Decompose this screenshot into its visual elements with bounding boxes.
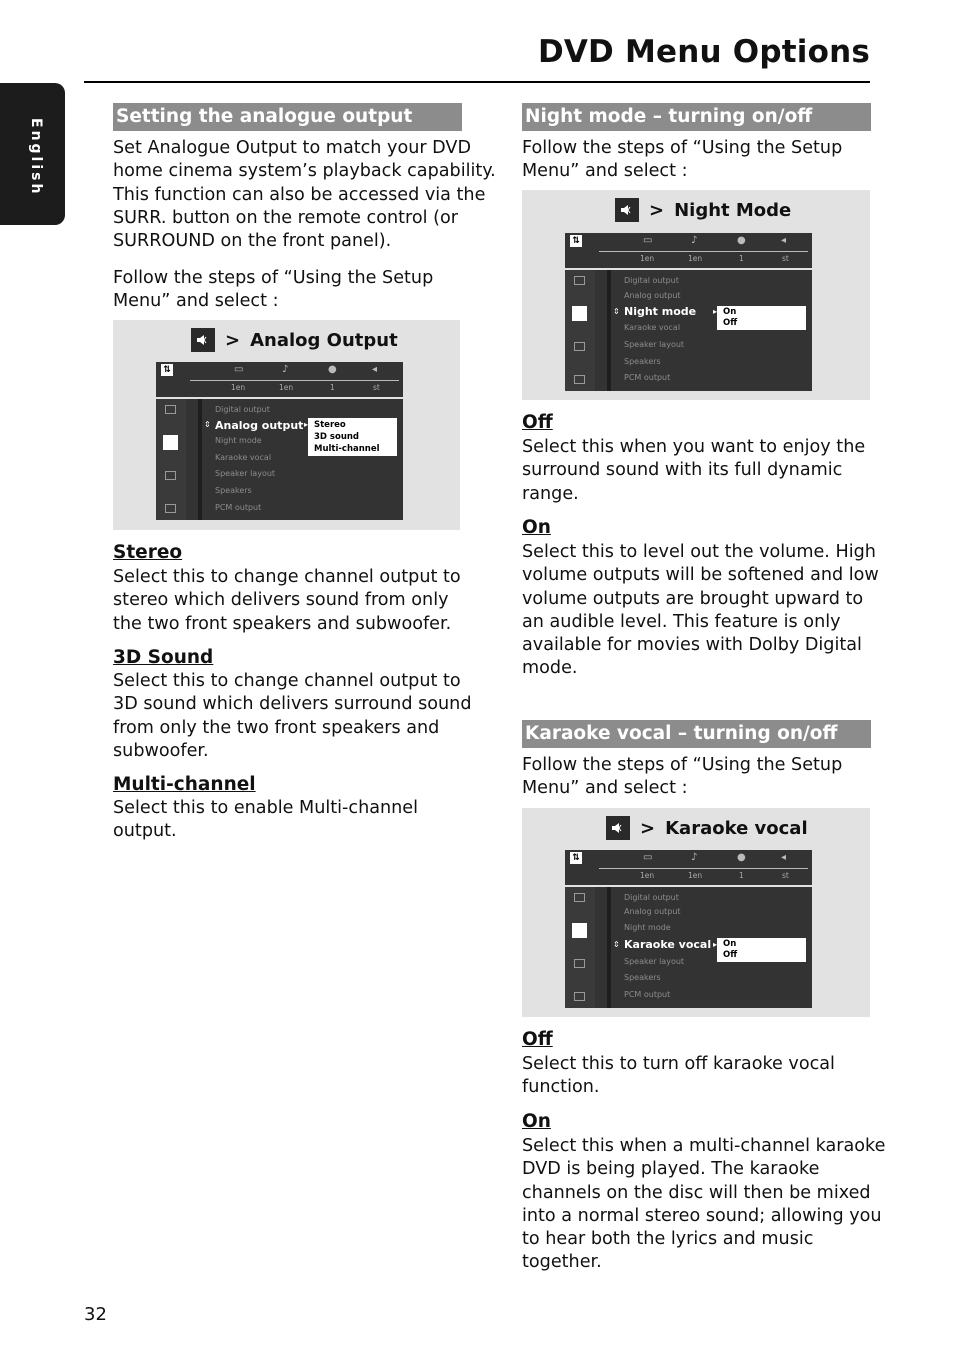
setup-menu-box: Digital output ⇕ Analog output Night mode Karaoke vocal Speaker layout Speakers PCM output ▸ Stereo 3D sound Multi-channel	[156, 399, 403, 520]
setup-menu-box: Digital output Analog output ⇕ Night mode Karaoke vocal Speaker layout Speakers PCM output ▸ On Off	[565, 270, 812, 391]
page-title: DVD Menu Options	[537, 34, 870, 70]
option-title-3d-sound: 3D Sound	[113, 647, 214, 668]
option-title-night-off: Off	[522, 412, 553, 433]
display-category-icon	[165, 405, 176, 414]
video-category-icon	[574, 342, 585, 351]
night-mode-menu-panel	[522, 190, 870, 400]
menu-category-column	[156, 399, 186, 520]
menu-tab-bar: ⇅ ▭ ♪ ● ◂ 1en 1en 1 st	[565, 233, 812, 268]
video-category-icon	[165, 471, 176, 480]
menu-item[interactable]: Speakers	[215, 486, 252, 495]
menu-item-selected[interactable]: Night mode	[624, 305, 697, 318]
analogue-intro-paragraph: Set Analogue Output to match your DVD home cinema system’s playback capability. This function can also be accessed via the SURR. button on the remote control (or SURROUND on the front panel).	[113, 138, 496, 252]
video-category-icon	[574, 959, 585, 968]
menu-category-column	[565, 270, 595, 391]
option-title-night-on: On	[522, 517, 551, 538]
menu-item[interactable]: Analog output	[624, 291, 681, 300]
menu-item-selected[interactable]: Karaoke vocal	[624, 938, 712, 951]
menu-item[interactable]: Speaker layout	[624, 957, 685, 966]
option-title-karaoke-on: On	[522, 1111, 551, 1132]
option-desc-karaoke-on: Select this when a multi-channel karaoke DVD is being played. The karaoke channels on the disc will then be mixed into a normal stereo sound; allowing you to hear both the lyrics and music together.	[522, 1136, 886, 1273]
analog-output-menu-panel	[113, 320, 460, 530]
panel-header: > Analog Output	[191, 328, 398, 352]
submenu-option[interactable]: Off	[723, 318, 738, 328]
option-desc-3d-sound: Select this to change channel output to 3D sound which delivers surround sound from only the two front speakers and subwoofer.	[113, 671, 472, 761]
menu-item[interactable]: Speaker layout	[624, 340, 685, 349]
audio-category-icon	[163, 435, 178, 450]
section-heading-night-mode: Night mode – turning on/off	[522, 103, 871, 131]
preference-category-icon	[574, 992, 585, 1001]
submenu-option[interactable]: Off	[723, 950, 738, 960]
submenu-option[interactable]: Multi-channel	[314, 444, 380, 454]
submenu-options	[717, 306, 806, 330]
submenu-option[interactable]: On	[723, 307, 737, 317]
menu-item[interactable]: Night mode	[624, 923, 671, 932]
menu-item[interactable]: Digital output	[624, 893, 679, 902]
setup-tab-icon: ⇅	[570, 852, 582, 864]
karaoke-follow-paragraph: Follow the steps of “Using the Setup Menu” and select :	[522, 755, 843, 799]
speaker-icon	[615, 198, 639, 222]
title-rule	[84, 81, 870, 83]
panel-header: > Night Mode	[615, 198, 791, 222]
menu-item[interactable]: PCM output	[215, 503, 262, 512]
speaker-tab-icon: ◂	[372, 364, 378, 375]
submenu-options	[717, 938, 806, 962]
audio-tab-icon: ♪	[691, 235, 698, 246]
submenu-options	[308, 418, 397, 456]
karaoke-vocal-menu-panel	[522, 808, 870, 1017]
night-mode-follow-paragraph: Follow the steps of “Using the Setup Menu” and select :	[522, 138, 843, 182]
menu-tab-bar: ⇅ ▭ ♪ ● ◂ 1en 1en 1 st	[156, 362, 403, 397]
menu-category-column	[565, 887, 595, 1008]
language-tab-label: English	[28, 118, 44, 197]
menu-item[interactable]: Speakers	[624, 973, 661, 982]
option-desc-night-on: Select this to level out the volume. High volume outputs will be softened and low volume outputs are brought upward to an audible level. This feature is only available for movies with Dolby Digital mode.	[522, 542, 879, 679]
disc-tab-icon: ●	[328, 364, 337, 375]
page-number: 32	[84, 1304, 107, 1325]
display-category-icon	[574, 893, 585, 902]
menu-item[interactable]: Analog output	[624, 907, 681, 916]
menu-item[interactable]: Night mode	[215, 436, 262, 445]
subtitle-tab-icon: ▭	[234, 364, 244, 375]
disc-tab-icon: ●	[737, 852, 746, 863]
speaker-icon	[606, 816, 630, 840]
setup-tab-icon: ⇅	[570, 235, 582, 247]
option-title-karaoke-off: Off	[522, 1029, 553, 1050]
option-desc-stereo: Select this to change channel output to stereo which delivers sound from only the two front speakers and subwoofer.	[113, 567, 461, 634]
menu-item[interactable]: Karaoke vocal	[215, 453, 272, 462]
setup-tab-icon: ⇅	[161, 364, 173, 376]
submenu-option[interactable]: On	[723, 939, 737, 949]
menu-item[interactable]: Digital output	[624, 276, 679, 285]
setup-menu-box: Digital output Analog output Night mode ⇕ Karaoke vocal Speaker layout Speakers PCM output ▸ On Off	[565, 887, 812, 1008]
speaker-tab-icon: ◂	[781, 852, 787, 863]
speaker-tab-icon: ◂	[781, 235, 787, 246]
audio-category-icon	[572, 923, 587, 938]
section-heading-analogue-output: Setting the analogue output	[113, 103, 462, 131]
submenu-option[interactable]: Stereo	[314, 420, 346, 430]
disc-tab-icon: ●	[737, 235, 746, 246]
audio-category-icon	[572, 306, 587, 321]
subtitle-tab-icon: ▭	[643, 235, 653, 246]
menu-item-selected[interactable]: Analog output	[215, 419, 304, 432]
menu-tab-bar: ⇅ ▭ ♪ ● ◂ 1en 1en 1 st	[565, 850, 812, 885]
menu-item[interactable]: Digital output	[215, 405, 270, 414]
option-desc-night-off: Select this when you want to enjoy the surround sound with its full dynamic range.	[522, 437, 866, 504]
audio-tab-icon: ♪	[691, 852, 698, 863]
panel-header: > Karaoke vocal	[606, 816, 808, 840]
subtitle-tab-icon: ▭	[643, 852, 653, 863]
option-title-multi-channel: Multi-channel	[113, 774, 256, 795]
menu-item[interactable]: Speaker layout	[215, 469, 276, 478]
section-heading-karaoke-vocal: Karaoke vocal – turning on/off	[522, 720, 871, 748]
menu-item[interactable]: Karaoke vocal	[624, 323, 681, 332]
preference-category-icon	[574, 375, 585, 384]
option-desc-multi-channel: Select this to enable Multi-channel output.	[113, 798, 419, 842]
display-category-icon	[574, 276, 585, 285]
preference-category-icon	[165, 504, 176, 513]
speaker-icon	[191, 328, 215, 352]
menu-item[interactable]: Speakers	[624, 357, 661, 366]
option-desc-karaoke-off: Select this to turn off karaoke vocal function.	[522, 1054, 835, 1098]
option-title-stereo: Stereo	[113, 542, 183, 563]
submenu-option[interactable]: 3D sound	[314, 432, 360, 442]
menu-item[interactable]: PCM output	[624, 373, 671, 382]
menu-item[interactable]: PCM output	[624, 990, 671, 999]
analogue-follow-paragraph: Follow the steps of “Using the Setup Menu” and select :	[113, 268, 434, 312]
audio-tab-icon: ♪	[282, 364, 289, 375]
